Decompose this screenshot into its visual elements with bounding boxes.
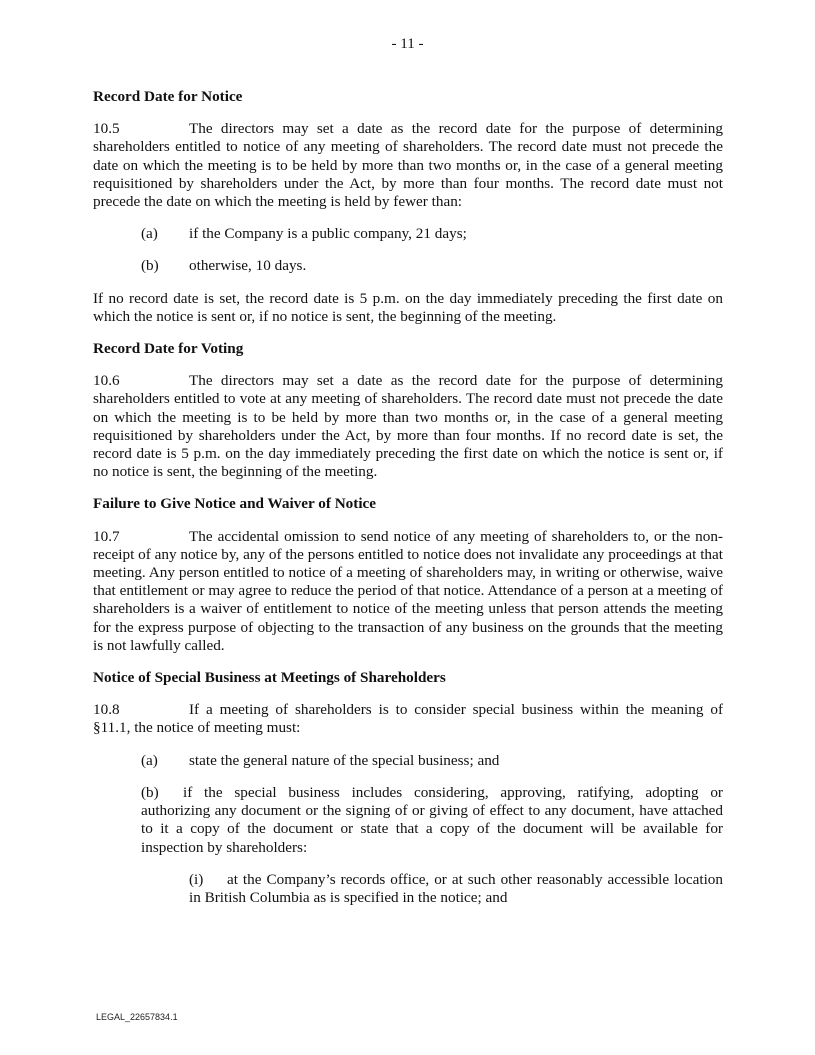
paragraph-10-8	[93, 701, 723, 737]
paragraph-10-6	[93, 372, 723, 481]
paragraph-number: 10.5	[93, 120, 120, 138]
item-text: if the Company is a public company, 21 days;	[189, 225, 467, 243]
list-item-b	[141, 784, 723, 857]
paragraph-10-7	[93, 528, 723, 655]
section-heading-failure-notice: Failure to Give Notice and Waiver of Notice	[93, 495, 377, 513]
item-text: state the general nature of the special business; and	[189, 751, 500, 769]
paragraph-text: The directors may set a date as the record date for the purpose of determining shareholders entitled to vote at any meeting of shareholders. The record date must not precede the date on which the meeting is to be held by more than two months or, in the case of a general meeting requisitioned by shareholders under the Act, by more than four months. If no record date is set, the record date is 5 p.m. on the day immediately preceding the first date on which the notice is sent or, if no notice is sent, the beginning of the meeting.	[93, 372, 723, 481]
paragraph-number: 10.6	[93, 372, 120, 390]
item-text: at the Company’s records office, or at such other reasonably accessible location in British Columbia as is specified in the notice; and	[189, 870, 723, 906]
item-label: (b)	[141, 257, 159, 275]
item-label: (a)	[141, 225, 158, 243]
section-heading-record-date-notice: Record Date for Notice	[93, 88, 243, 105]
list-item	[93, 225, 723, 243]
section-heading-record-date-voting: Record Date for Voting	[93, 340, 244, 358]
list-item	[93, 752, 723, 770]
paragraph-10-5	[93, 120, 723, 211]
document-body	[93, 88, 723, 921]
page-number: - 11 -	[391, 36, 424, 52]
item-text: otherwise, 10 days.	[189, 257, 307, 275]
list-item-b-i	[189, 871, 723, 907]
document-footer-id: LEGAL_22657834.1	[96, 1012, 178, 1022]
item-label: (a)	[141, 751, 158, 769]
item-text: if the special business includes considering, approving, ratifying, adopting or authorizing any document or the signing of or giving of effect to any document, have attached to it a copy of the document or state that a copy of the document will be available for inspection by shareholders:	[141, 783, 723, 856]
paragraph-text: The accidental omission to send notice of any meeting of shareholders to, or the non-receipt of any notice by, any of the persons entitled to notice does not invalidate any proceedings at that meeting. Any person entitled to notice of a meeting of shareholders may, in writing or otherwise, waive that entitlement or may agree to reduce the period of that notice. Attendance of a person at a meeting of shareholders is a waiver of entitlement to notice of the meeting unless that person attends the meeting for the express purpose of objecting to the transaction of any business on the grounds that the meeting is not lawfully called.	[93, 527, 723, 654]
list-item	[93, 257, 723, 275]
paragraph-number: 10.7	[93, 527, 120, 545]
item-label: (b)	[141, 783, 159, 801]
paragraph-10-5-closing: If no record date is set, the record date is 5 p.m. on the day immediately preceding the first date on which the notice is sent or, if no notice is sent, the beginning of the meeting.	[93, 289, 723, 325]
paragraph-number: 10.8	[93, 701, 120, 719]
section-heading-special-business: Notice of Special Business at Meetings of Shareholders	[93, 669, 446, 687]
item-label: (i)	[189, 870, 204, 888]
paragraph-text: The directors may set a date as the record date for the purpose of determining shareholders entitled to notice of any meeting of shareholders. The record date must not precede the date on which the meeting is to be held by more than two months or, in the case of a general meeting requisitioned by shareholders under the Act, by more than four months. The record date must not precede the date on which the meeting is held by fewer than:	[93, 120, 723, 211]
paragraph-text: If a meeting of shareholders is to consider special business within the meaning of §11.1, the notice of meeting must:	[93, 701, 723, 737]
